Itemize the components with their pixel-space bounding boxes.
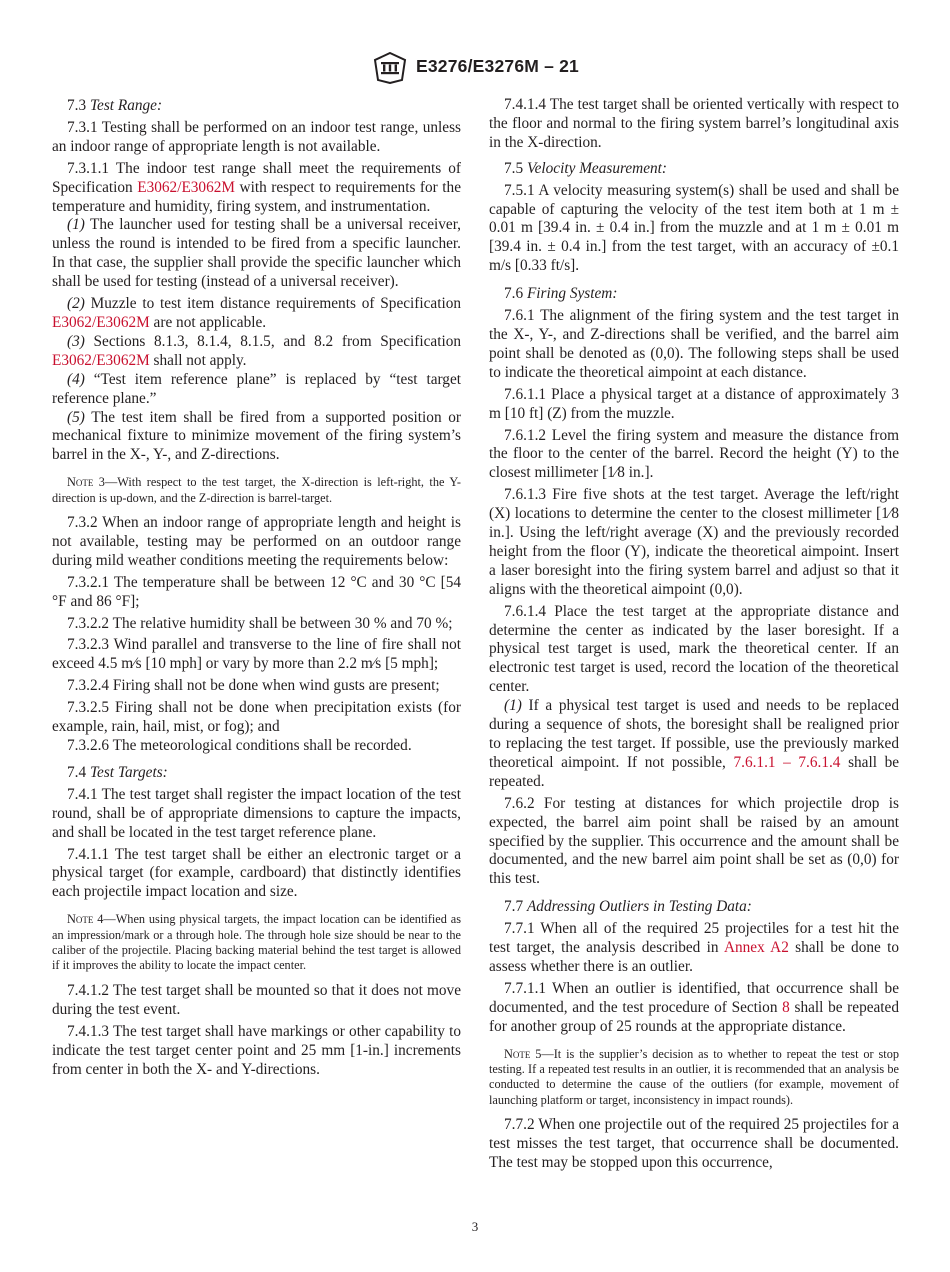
para-7-6-2: 7.6.2 For testing at distances for which projectile drop is expected, the barrel aim point shall be raised by an amount specified by the supplier. This occurrence and the amount shall be documented, and the new barrel aim point shall be set as (0,0) for this test. bbox=[489, 794, 899, 888]
para-7-3-1-1: 7.3.1.1 The indoor test range shall meet the requirements of Specification E3062/E3062M with respect to requirements for the temperature and humidity, firing system, and instrumentation. bbox=[52, 159, 462, 215]
para-7-7-1: 7.7.1 When all of the required 25 projectiles for a test hit the test target, the analysis described in Annex A2 shall be done to assess whether there is an outlier. bbox=[489, 920, 899, 975]
item-r1: (1) If a physical test target is used and needs to be replaced during a sequence of shots, the boresight shall be realigned prior to replacing the test target. If possible, use the previously marked theoretical aimpoint. If not possible, 7.6.1.1 – 7.6.1.4 shall be repeated. bbox=[489, 697, 900, 790]
para-7-4-1-2: 7.4.1.2 The test target shall be mounted so that it does not move during the test event. bbox=[52, 981, 461, 1018]
para-7-6-1-2: 7.6.1.2 Level the firing system and measure the distance from the floor to the center of the barrel. Record the height (Y) to the closest millimeter [1⁄8 in.]. bbox=[489, 426, 899, 482]
page-number: 3 bbox=[471, 1219, 479, 1234]
para-7-3-1: 7.3.1 Testing shall be performed on an indoor test range, unless an indoor range of appropriate length is not available. bbox=[52, 118, 461, 155]
para-7-3-2-1: 7.3.2.1 The temperature shall be between 12 °C and 30 °C [54 °F and 86 °F]; bbox=[52, 573, 461, 610]
para-7-3-2-2: 7.3.2.2 The relative humidity shall be between 30 % and 70 %; bbox=[67, 614, 453, 632]
item-3: (3) Sections 8.1.3, 8.1.4, 8.1.5, and 8.2 from Specification E3062/E3062M shall not apply. bbox=[52, 332, 461, 369]
section-range-link[interactable]: 7.6.1.1 – 7.6.1.4 bbox=[733, 753, 841, 771]
para-7-4-1-4: 7.4.1.4 The test target shall be oriented vertically with respect to the floor and normal to the firing system barrel’s longitudinal axis in the X-direction. bbox=[489, 96, 899, 151]
para-7-4-1-3: 7.4.1.3 The test target shall have markings or other capability to indicate the test target center point and 25 mm [1-in.] increments from center in both the X- and Y-directions. bbox=[52, 1022, 461, 1078]
spec-link[interactable]: E3062/E3062M bbox=[52, 351, 150, 369]
spec-link[interactable]: E3062/E3062M bbox=[52, 313, 150, 331]
standard-designation: E3276/E3276M – 21 bbox=[416, 56, 579, 76]
right-column bbox=[489, 93, 899, 1173]
para-7-4-1: 7.4.1 The test target shall register the impact location of the test round, shall be of appropriate dimensions to capture the impacts, and shall be located in the test target reference plane. bbox=[52, 785, 461, 841]
para-7-3-2-4: 7.3.2.4 Firing shall not be done when wind gusts are present; bbox=[67, 677, 440, 695]
para-7-6-1-1: 7.6.1.1 Place a physical target at a distance of approximately 3 m [10 ft] (Z) from the muzzle. bbox=[489, 385, 899, 422]
section-7-3-heading: 7.3 Test Range: bbox=[67, 97, 163, 114]
section-7-4-heading: 7.4 Test Targets: bbox=[67, 763, 168, 781]
section-7-7-heading: 7.7 Addressing Outliers in Testing Data: bbox=[504, 898, 752, 916]
para-7-3-2-3: 7.3.2.3 Wind parallel and transverse to the line of fire shall not exceed 4.5 m⁄s [10 mph] or vary by more than 2.2 m⁄s [5 mph]; bbox=[52, 636, 461, 673]
item-5: (5) The test item shall be fired from a supported position or mechanical fixture to minimize movement of the firing system’s barrel in the X-, Y-, and Z-directions. bbox=[52, 408, 461, 464]
para-7-6-1-4: 7.6.1.4 Place the test target at the appropriate distance and determine the center as indicated by the laser boresight. If a physical test target is used, mark the theoretical center. If an electronic test target is used, record the location of the theoretical center. bbox=[489, 602, 899, 696]
note-4: Note 4—When using physical targets, the impact location can be identified as an impression/mark or a through hole. The through hole size should be near to the caliber of the projectile. Placing backing material behind the test target is allowed if it improves the ability to locate the impact center. bbox=[52, 912, 461, 973]
section-7-5-heading: 7.5 Velocity Measurement: bbox=[504, 159, 667, 177]
left-column bbox=[52, 93, 461, 1079]
note-3: Note 3—With respect to the test target, the X-direction is left-right, the Y-direction is up-down, and the Z-direction is barrel-target. bbox=[52, 475, 461, 505]
astm-logo-icon bbox=[372, 52, 408, 84]
annex-link[interactable]: Annex A2 bbox=[723, 939, 789, 957]
item-2: (2) Muzzle to test item distance requirements of Specification E3062/E3062M are not applicable. bbox=[52, 295, 461, 331]
item-1: (1) The launcher used for testing shall be a universal receiver, unless the round is intended to be fired from a specific launcher. In that case, the supplier shall provide the specific launcher which shall be used for testing (instead of a universal receiver). bbox=[52, 216, 461, 291]
page-header bbox=[0, 52, 950, 88]
note-5: Note 5—It is the supplier’s decision as to whether to repeat the test or stop testing. If a repeated test results in an outlier, it is recommended that an analysis be conducted to determine the cause of the outliers (for example, movement of launching platform or target, inconsistency in impact rounds). bbox=[489, 1046, 899, 1107]
para-7-4-1-1: 7.4.1.1 The test target shall be either an electronic target or a physical target (for example, cardboard) that distinctly identifies each projectile impact location and size. bbox=[52, 845, 461, 901]
para-7-7-2: 7.7.2 When one projectile out of the required 25 projectiles for a test misses the test target, that occurrence shall be documented. The test may be stopped upon this occurrence, bbox=[489, 1116, 899, 1172]
para-7-5-1: 7.5.1 A velocity measuring system(s) shall be used and shall be capable of capturing the velocity of the test item both at 1 m ± 0.01 m [39.4 in. ± 0.4 in.] from the muzzle and at 1 m ± 0.01 m [39.4 in. ± 0.4 in.] from the test target, with an accuracy of ±0.1 m/s [0.33 ft/s]. bbox=[489, 181, 899, 275]
para-7-6-1: 7.6.1 The alignment of the firing system and the test target in the X-, Y-, and Z-directions shall be verified, and the barrel aim point shall be denoted as (0,0). The following steps shall be used to indicate the theoretical aimpoint at each distance. bbox=[489, 307, 899, 381]
para-7-3-2-5: 7.3.2.5 Firing shall not be done when precipitation exists (for example, rain, hail, mist, or fog); and bbox=[52, 699, 461, 736]
section-7-6-heading: 7.6 Firing System: bbox=[504, 285, 618, 303]
para-7-6-1-3: 7.6.1.3 Fire five shots at the test target. Average the left/right (X) locations to determine the center to the closest millimeter [1⁄8 in.]. Using the left/right average (X) and the previously recorded height from the floor (Y), indicate the theoretical aimpoint. Insert a laser boresight into the firing system barrel and adjust so that it aligns with the theoretical aimpoint (0,0). bbox=[489, 486, 899, 598]
spec-link[interactable]: E3062/E3062M bbox=[137, 178, 235, 196]
para-7-7-1-1: 7.7.1.1 When an outlier is identified, that occurrence shall be documented, and the test procedure of Section 8 shall be repeated for another group of 25 rounds at the appropriate distance. bbox=[489, 979, 899, 1035]
item-4: (4) “Test item reference plane” is replaced by “test target reference plane.” bbox=[52, 370, 461, 407]
section-link[interactable]: 8 bbox=[782, 998, 790, 1016]
para-7-3-2-6: 7.3.2.6 The meteorological conditions shall be recorded. bbox=[67, 737, 412, 754]
para-7-3-2: 7.3.2 When an indoor range of appropriate length and height is not available, testing may be performed on an outdoor range during mild weather conditions meeting the requirements below: bbox=[52, 514, 461, 569]
